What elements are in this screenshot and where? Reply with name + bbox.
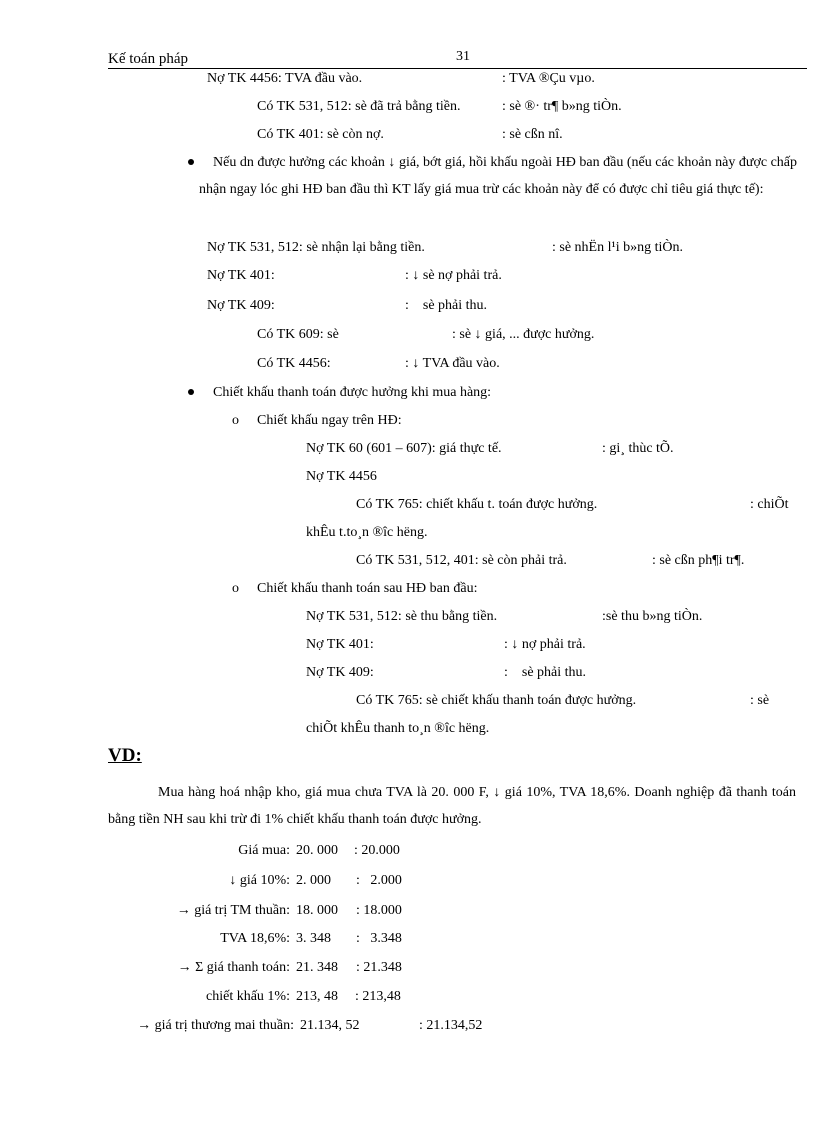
entry-note: : sè phải thu. — [504, 665, 587, 680]
calc-label: TVA 18,6%: — [220, 931, 290, 946]
sub-bullet-icon: o — [232, 413, 239, 428]
entry-line: Nợ TK 409: — [207, 298, 275, 313]
example-title: VD: — [108, 745, 142, 766]
entry-note: :sè thu b»ng tiÒn. — [602, 609, 703, 624]
sub-bullet-heading: Chiết khấu ngay trên HĐ: — [257, 413, 402, 428]
calc-label: → giá trị thương mai thuần: — [137, 1018, 294, 1033]
entry-note: : sè phải thu. — [405, 298, 488, 313]
page-number: 31 — [456, 49, 470, 64]
entry-line: Nợ TK 4456: TVA đầu vào. — [207, 71, 363, 86]
entry-line: Có TK 765: chiết khấu t. toán được hưởng. — [356, 497, 598, 512]
sub-bullet-icon: o — [232, 581, 239, 596]
entry-note: : sè — [750, 693, 770, 708]
calc-value: 21. 348 — [296, 960, 338, 975]
calc-value: 213, 48 — [296, 989, 338, 1004]
calc-note: : 213,48 — [355, 989, 401, 1004]
calc-note: : 18.000 — [356, 903, 402, 918]
calc-label: → Σ giá thanh toán: — [177, 960, 290, 975]
bullet-paragraph: Nếu dn được hưởng các khoản ↓ giá, bớt giá, hồi khấu ngoài HĐ ban đầu (nếu các khoản này được chấp nhận ngay lóc ghi HĐ ban đầu thì KT lấy giá mua trừ các khoản này để có được chỉ tiêu giá thực tế): — [199, 155, 797, 197]
running-header: Kế toán pháp — [108, 51, 188, 67]
entry-line: Nợ TK 401: — [306, 637, 374, 652]
calc-label: Giá mua: — [238, 843, 290, 858]
entry-note: : ↓ sè nợ phải trả. — [405, 268, 502, 283]
entry-line: Nợ TK 531, 512: sè thu bằng tiền. — [306, 609, 498, 624]
calc-note: : 2.000 — [356, 873, 402, 888]
entry-line: Có TK 609: sè — [257, 327, 339, 342]
entry-note: : ↓ TVA đầu vào. — [405, 356, 500, 371]
entry-line: Có TK 4456: — [257, 356, 331, 371]
header-rule — [108, 68, 807, 69]
entry-note: : TVA ®Çu vµo. — [502, 71, 595, 86]
calc-value: 3. 348 — [296, 931, 331, 946]
entry-line: Nợ TK 4456 — [306, 469, 377, 484]
calc-note: : 20.000 — [354, 843, 400, 858]
entry-line: Có TK 765: sè chiết khấu thanh toán được hưởng. — [356, 693, 637, 708]
entry-line: Nợ TK 60 (601 – 607): giá thực tế. — [306, 441, 502, 456]
entry-note: : sè cßn ph¶i tr¶. — [652, 553, 745, 568]
bullet-heading: Chiết khấu thanh toán được hưởng khi mua hàng: — [213, 385, 492, 400]
entry-note: : ↓ nợ phải trả. — [504, 637, 586, 652]
entry-note: : chiÕt — [750, 497, 789, 512]
calc-label: ↓ giá 10%: — [229, 873, 290, 888]
entry-line: Nợ TK 401: — [207, 268, 275, 283]
entry-line: Có TK 531, 512, 401: sè còn phải trả. — [356, 553, 567, 568]
entry-line: Nợ TK 531, 512: sè nhận lại bằng tiền. — [207, 240, 425, 255]
example-paragraph: Mua hàng hoá nhập kho, giá mua chưa TVA là 20. 000 F, ↓ giá 10%, TVA 18,6%. Doanh nghiệp đã thanh toán bằng tiền NH sau khi trừ đi 1% chiết khấu thanh toán được hưởng. — [108, 785, 796, 827]
calc-value: 18. 000 — [296, 903, 338, 918]
calc-value: 21.134, 52 — [300, 1018, 360, 1033]
entry-note: : gi¸ thùc tÕ. — [602, 441, 674, 456]
bullet-icon — [188, 159, 194, 165]
calc-note: : 21.134,52 — [419, 1018, 483, 1033]
entry-line: Nợ TK 409: — [306, 665, 374, 680]
entry-note: : sè ®· tr¶ b»ng tiÒn. — [502, 99, 622, 114]
sub-bullet-heading: Chiết khấu thanh toán sau HĐ ban đầu: — [257, 581, 478, 596]
entry-note: chiÕt khÊu thanh to¸n ®îc hëng. — [306, 721, 490, 736]
entry-line: Có TK 401: sè còn nợ. — [257, 127, 384, 142]
entry-note: : sè nhËn l¹i b»ng tiÒn. — [552, 240, 683, 255]
calc-label: → giá trị TM thuần: — [176, 903, 290, 918]
entry-note: : sè cßn nî. — [502, 127, 563, 142]
calc-value: 20. 000 — [296, 843, 338, 858]
calc-note: : 3.348 — [356, 931, 402, 946]
entry-note: khÊu t.to¸n ®îc hëng. — [306, 525, 428, 540]
entry-note: : sè ↓ giá, ... được hưởng. — [452, 327, 595, 342]
bullet-icon — [188, 389, 194, 395]
calc-note: : 21.348 — [356, 960, 402, 975]
entry-line: Có TK 531, 512: sè đã trả bằng tiền. — [257, 99, 461, 114]
calc-value: 2. 000 — [296, 873, 331, 888]
calc-label: chiết khấu 1%: — [206, 989, 290, 1004]
